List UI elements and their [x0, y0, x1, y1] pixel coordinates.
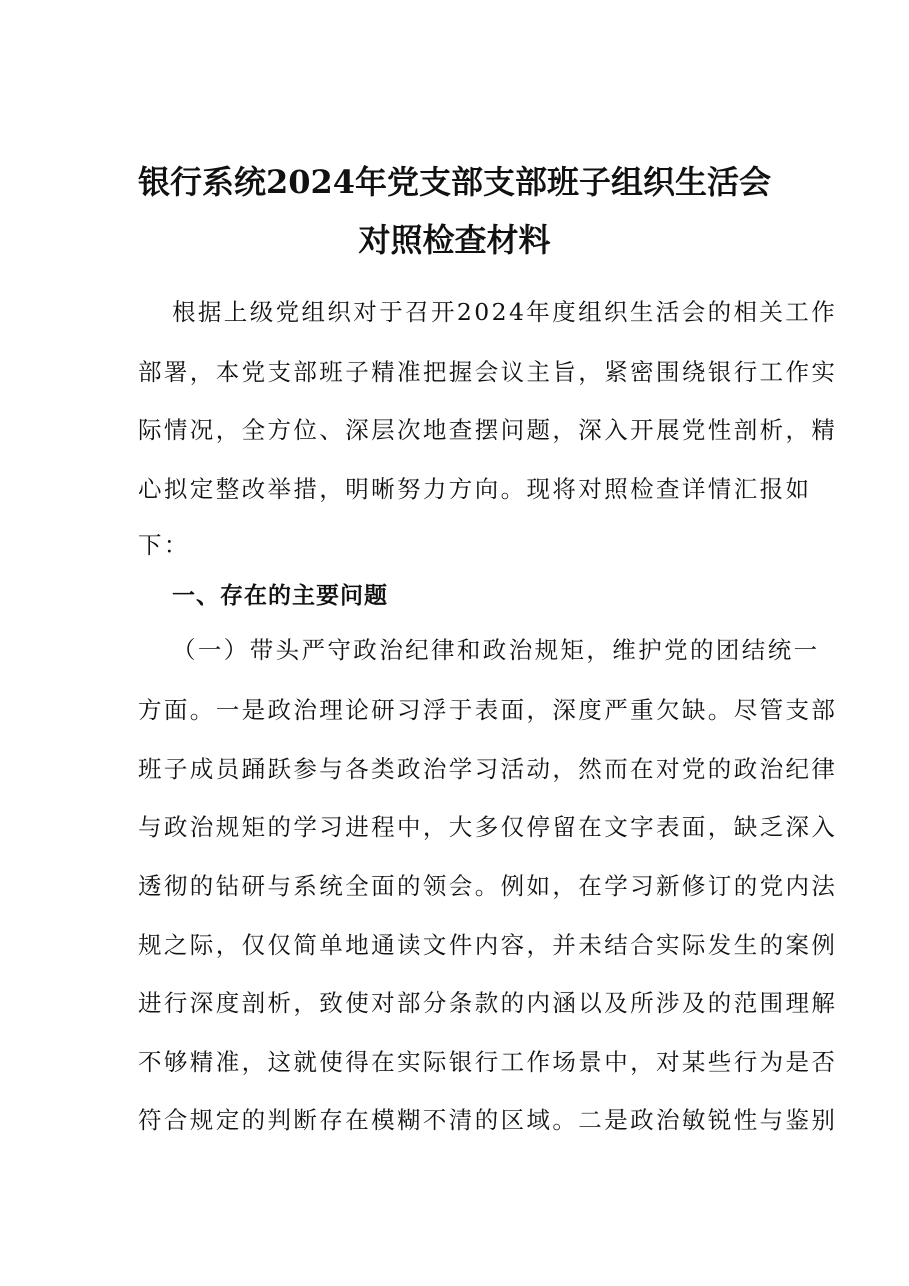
section-line-7: 进行深度剖析，致使对部分条款的内涵以及所涉及的范围理解 [138, 989, 838, 1017]
intro-line-1: 根据上级党组织对于召开2024年度组织生活会的相关工作 [172, 298, 838, 326]
section-line-8: 不够精准，这就使得在实际银行工作场景中，对某些行为是否 [138, 1048, 838, 1076]
section-line-3: 班子成员踊跃参与各类政治学习活动，然而在对党的政治纪律 [138, 755, 838, 783]
intro-line-5: 下： [138, 531, 190, 559]
intro-line-3: 际情况，全方位、深层次地查摆问题，深入开展党性剖析，精 [138, 416, 838, 444]
intro-line-2: 部署，本党支部班子精准把握会议主旨，紧密围绕银行工作实 [138, 358, 838, 386]
document-title-line-1: 银行系统2024年党支部支部班子组织生活会 [137, 163, 772, 201]
intro-line-4: 心拟定整改举措，明晰努力方向。现将对照检查详情汇报如 [138, 475, 812, 503]
section-line-4: 与政治规矩的学习进程中，大多仅停留在文字表面，缺乏深入 [138, 813, 838, 841]
section-line-6: 规之际，仅仅简单地通读文件内容，并未结合实际发生的案例 [138, 931, 838, 959]
section-line-5: 透彻的钻研与系统全面的领会。例如，在学习新修订的党内法 [138, 872, 838, 900]
section-line-2: 方面。一是政治理论研习浮于表面，深度严重欠缺。尽管支部 [138, 696, 838, 724]
section-line-1: （一）带头严守政治纪律和政治规矩，维护党的团结统一 [172, 636, 820, 664]
section-heading: 一、存在的主要问题 [172, 583, 388, 609]
section-line-9: 符合规定的判断存在模糊不清的区域。二是政治敏锐性与鉴别 [138, 1106, 838, 1134]
document-title-line-2: 对照检查材料 [358, 221, 551, 259]
